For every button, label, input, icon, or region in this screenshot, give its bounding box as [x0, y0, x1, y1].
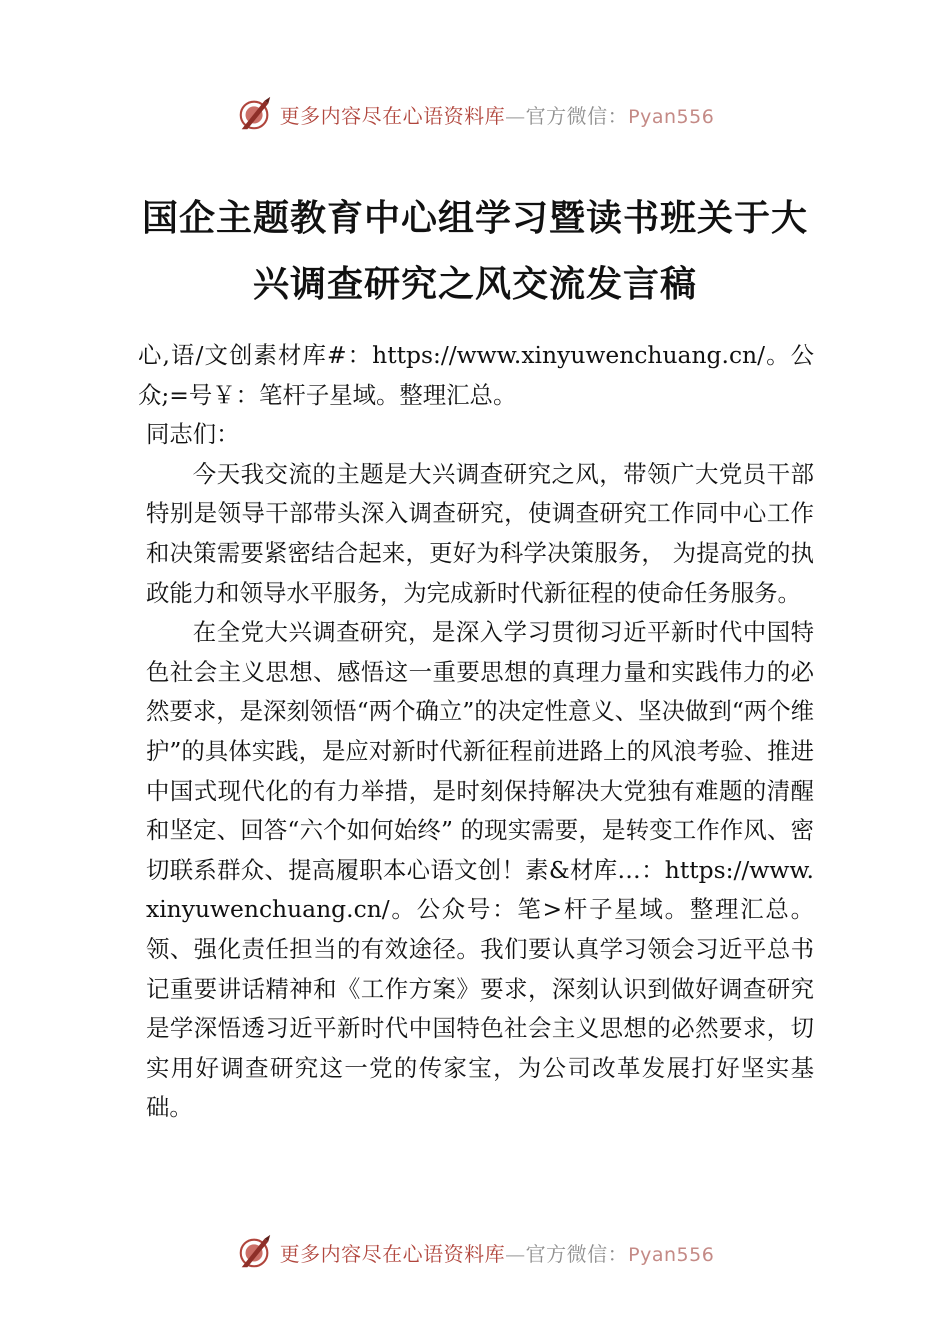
banner-wechat-label: 官方微信：: [525, 103, 629, 128]
banner-account: Pyan556: [628, 1243, 715, 1266]
document-title-line-1: 国企主题教育中心组学习暨读书班关于大: [141, 197, 808, 239]
banner-text: [280, 1238, 715, 1267]
banner-dash: —: [505, 1241, 526, 1266]
banner-wechat-label: 官方微信：: [525, 1241, 629, 1266]
footer-banner: [0, 1232, 950, 1272]
document-body: [138, 336, 814, 1128]
banner-account: Pyan556: [628, 105, 715, 128]
quill-seal-icon: [236, 1233, 274, 1271]
banner-library-text: 更多内容尽在心语资料库: [279, 1241, 506, 1266]
greeting: 同志们：: [146, 420, 240, 449]
header-banner: [0, 94, 950, 134]
quill-seal-icon: [236, 95, 274, 133]
paragraph-1: 今天我交流的主题是大兴调查研究之风，带领广大党员干部特别是领导干部带头深入调查研究，使调查研究工作同中心工作和决策需要紧密结合起来，更好为科学决策服务， 为提高党的执政能力和领导水平服务，为完成新时代新征程的使命任务服务。: [146, 459, 814, 607]
banner-dash: —: [505, 103, 526, 128]
paragraph-2: 在全党大兴调查研究，是深入学习贯彻习近平新时代中国特色社会主义思想、感悟这一重要思想的真理力量和实践伟力的必然要求，是深刻领悟“两个确立”的决定性意义、坚决做到“两个维护”的具体实践，是应对新时代新征程前进路上的风浪考验、推进中国式现代化的有力举措，是时刻保持解决大党独有难题的清醒和坚定、回答“六个如何始终” 的现实需要，是转变工作作风、密切联系群众、提高履职本心语文创！素&材库…：https://www.xinyuwenchuang.cn/。公众号：笔>杆子星域。整理汇总。领、强化责任担当的有效途径。我们要认真学习领会习近平总书记重要讲话精神和《工作方案》要求，深刻认识到做好调查研究是学深悟透习近平新时代中国特色社会主义思想的必然要求，切实用好调查研究这一党的传家宝，为公司改革发展打好坚实基础。: [146, 618, 814, 1122]
source-line: 心,语/文创素材库#：https://www.xinyuwenchuang.cn/。公众;=号￥：笔杆子星域。整理汇总。: [138, 341, 814, 409]
banner-text: [280, 100, 715, 129]
banner-library-text: 更多内容尽在心语资料库: [279, 103, 506, 128]
document-title-line-2: 兴调查研究之风交流发言稿: [252, 263, 697, 305]
